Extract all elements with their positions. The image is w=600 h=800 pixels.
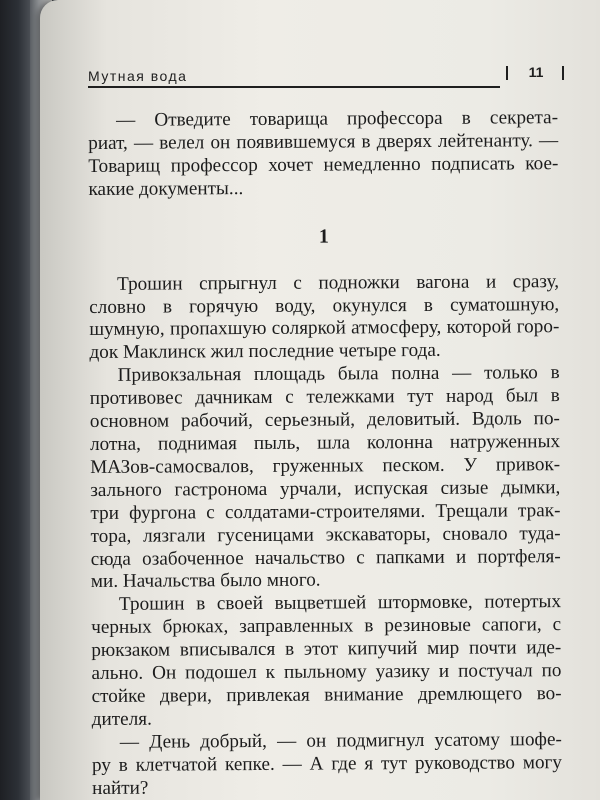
text-line: риат, — велел он появившемуся в дверях лейтенанту. —	[88, 130, 559, 154]
text-line: дителя.	[91, 708, 152, 730]
text-line: ми. Начальства было много.	[90, 569, 321, 593]
text-line: найти?	[92, 777, 149, 799]
book-page	[40, 0, 600, 800]
running-head	[88, 64, 548, 88]
page-number-bar-left	[506, 66, 508, 80]
text-line: — Отведите товарища профессора в секрета-	[115, 107, 559, 131]
text-line: — День добрый, — он подмигнул усатому шофе-	[119, 728, 562, 753]
paragraph-5	[92, 729, 562, 800]
text-line: Товарищ профессор хочет немедленно подписать кое-	[88, 152, 559, 177]
text-line: зального гастронома урчали, испуская сизые дымки,	[90, 476, 561, 501]
text-line: черных брюках, заправленных в резиновые сапоги, с	[91, 614, 562, 639]
text-line: ально. Он подошел к пыльному уазику и постучал по	[91, 660, 562, 685]
text-line: какие документы...	[88, 177, 244, 200]
paragraph-3	[90, 362, 561, 594]
text-line: противовес дачникам с тележками тут народ был в	[89, 385, 560, 410]
text-line: словно в горячую воду, окунулся в суматошную,	[89, 293, 560, 318]
text-line: Привокзальная площадь была полна — только в	[117, 362, 560, 387]
text-line: тора, лязгали гусеницами экскаваторы, сновало туда-	[90, 522, 561, 547]
text-line: Трошин спрыгнул с подножки вагона и сразу,	[116, 270, 560, 295]
text-line: сюда озабоченное начальство с папками и портфеля-	[90, 545, 561, 570]
page-number: 11	[528, 64, 544, 80]
book-spine	[0, 0, 30, 800]
text-line: шумную, пропахшую соляркой атмосферу, которой горо-	[89, 316, 560, 341]
text-line: три фургона с солдатами-строителями. Трещали трак-	[90, 499, 561, 524]
text-line: основном рабочий, серьезный, деловитый. Вдоль по-	[89, 408, 560, 433]
text-line: МАЗов-самосвалов, груженных песком. У привок-	[90, 453, 561, 478]
text-line: Трошин в своей выцветшей штормовке, потертых	[118, 591, 562, 616]
page-number-bar-right	[562, 66, 564, 80]
text-line: стойке двери, привлекая внимание дремлющего во-	[91, 683, 562, 707]
page-text	[88, 107, 562, 800]
text-line: рюкзаком вписывался в этот кипучий мир почти иде-	[91, 637, 562, 662]
paragraph-2	[89, 271, 560, 365]
text-line: док Маклинск жил последние четыре года.	[89, 340, 441, 364]
paragraph-4	[91, 591, 562, 731]
book-title: Мутная вода	[88, 68, 188, 84]
paragraph-1	[88, 107, 559, 201]
chapter-number: 1	[318, 225, 329, 248]
text-line: ру в клетчатой кепке. — А где я тут руководство могу	[91, 751, 563, 776]
header-rule	[88, 86, 500, 88]
text-line: лотна, поднимая пыль, шла колонна натруженных	[89, 431, 561, 455]
